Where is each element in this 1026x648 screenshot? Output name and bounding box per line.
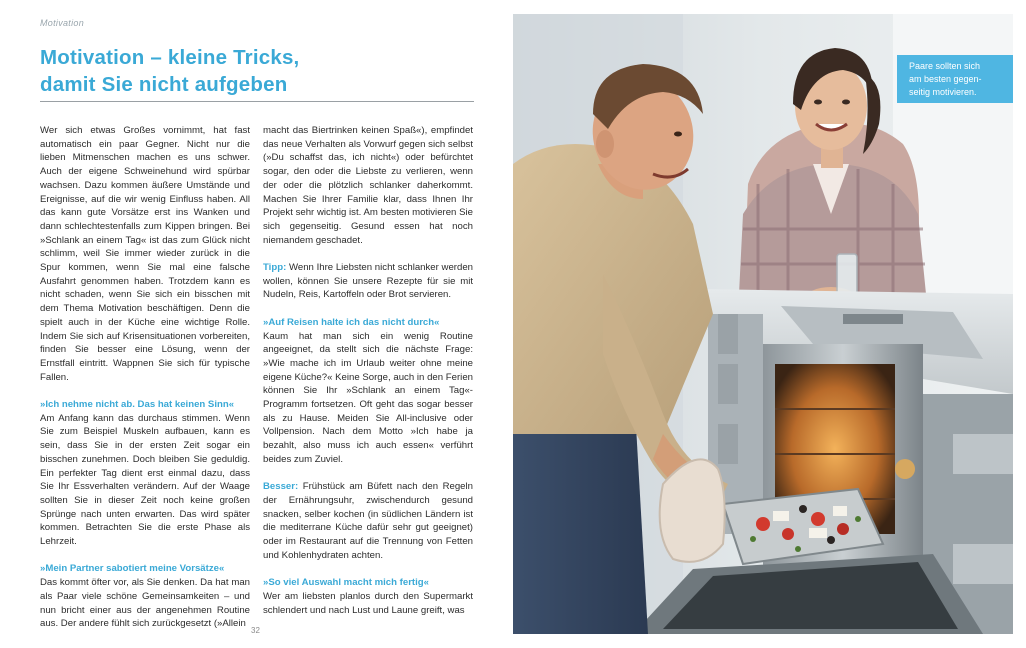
running-head: Motivation: [40, 18, 85, 28]
subheading: »Auf Reisen halte ich das nicht durch«: [263, 316, 440, 328]
caption-line-3: seitig motivieren.: [909, 87, 977, 97]
paragraph-continuation: macht das Biertrinken keinen Spaß«), empfindet das neue Verhalten als Vorwurf gegen sich selbst (»Du schaffst das, ich nicht«) oder befürchtet sogar, den oder die Liebste zu verlieren, wenn der oder die plötzlich schlanker daherkommt. Machen Sie Ihrer Familie klar, dass Ihnen Ihr Projekt sehr wichtig ist. Am besten motivieren Sie sich gegenseitig. Gesund essen hat noch niemandem geschadet.: [263, 125, 473, 246]
subheading: »Mein Partner sabotiert meine Vorsätze«: [40, 563, 225, 575]
caption-line-2: am besten gegen-: [909, 74, 982, 84]
tip-paragraph: [263, 261, 473, 302]
headline-line-2: damit Sie nicht aufgeben: [40, 73, 288, 96]
better-label: Besser:: [263, 481, 299, 493]
photo-caption: [897, 55, 1013, 103]
better-paragraph: [263, 480, 473, 562]
kitchen-photo: [513, 14, 1013, 634]
caption-line-1: Paare sollten sich: [909, 61, 981, 71]
paragraph: Wer am liebsten planlos durch den Supermarkt schlendert und nach Lust und Laune greift, was: [263, 590, 473, 616]
headline-line-1: Motivation – kleine Tricks,: [40, 46, 300, 69]
tip-label: Tipp:: [263, 262, 287, 274]
subheading: »So viel Auswahl macht mich fertig«: [263, 577, 429, 589]
left-page: [0, 0, 505, 648]
paragraph: Am Anfang kann das durchaus stimmen. Wenn Sie zum Beispiel Muskeln aufbauen, kann es sein, dass Sie in der ersten Zeit sogar ein bisschen zunehmen. Doch bleiben Sie geduldig. Ein perfekter Tag dient erst einmal dazu, dass Sie Ihr Essverhalten verändern. Auf der Waage sollten Sie in dieser Zeit noch keine großen Sprünge nach unten erwarten. Das wird später kommen. Betrachten Sie die erste Phase als Lehrzeit.: [40, 412, 250, 548]
paragraph: Das kommt öfter vor, als Sie denken. Da hat man als Paar viele schöne Gemeinsamkeiten – und nun bricht einer aus der angenehmen Routine aus. Der andere fühlt sich zurückgesetzt (»Allein: [40, 577, 250, 630]
kitchen-photo-illustration: [513, 14, 1013, 634]
section-so-viel-auswahl: [263, 576, 473, 617]
subheading: »Ich nehme nicht ab. Das hat keinen Sinn«: [40, 399, 235, 411]
page-headline: [40, 44, 480, 98]
headline-rule: [40, 101, 474, 102]
page-number: 32: [251, 626, 260, 635]
paragraph-intro: Wer sich etwas Großes vornimmt, hat fast automatisch ein paar Gegner. Nicht nur die lieben Mitmenschen machen es uns schwer. Auch der eigene Schweinehund wird spürbar wachsen. Dazu kommen äußere Umstände und Ereignisse, auf die wir wenig Einfluss haben. All das kann gute Vorsätze erst ins Wanken und dann schlechtestenfalls zum Kippen bringen. Bei »Schlank an einem Tag« ist das zum Glück nicht schlimm, weil Sie immer wieder zurück in die Spur kommen, wenn Sie mal eine falsche Ausfahrt genommen haben. Trotzdem kann es nicht schaden, wenn Sie sich ein bisschen mit dem Thema Motivation beschäftigen. Denn die spielt auch in der Küche eine wichtige Rolle. Indem Sie sich auf Krisensituationen vorbereiten, finden Sie besser eine Lösung, wenn der Ernstfall eintritt. Wappnen Sie sich für typische Fallen.: [40, 125, 250, 383]
section-auf-reisen: [263, 316, 473, 467]
better-text: Frühstück am Büfett nach den Regeln der Ernährungsuhr, zwischendurch gesund snacken, selber kochen (in südlichen Ländern ist die mediterrane Küche dafür sehr gut geeignet) oder im Restaurant auf die Trennung von Fetten und Kohlenhydraten achten.: [263, 481, 473, 561]
text-column-left: [40, 124, 250, 631]
text-column-right: [263, 124, 473, 617]
paragraph: Kaum hat man sich ein wenig Routine angeeignet, da stellt sich die nächste Frage: »Wie mache ich im Urlaub weiter ohne meine eigene Küche?« Keine Sorge, auch in den Ferien können Sie Ihr »Schlank an einem Tag«-Programm fortsetzen. Oft geht das sogar besser als zu Hause. Meiden Sie All-inclusive oder Vollpension. Nach dem Motto »Ich habe ja bezahlt, also muss ich auch essen« verführt beides zum Zuviel.: [263, 330, 473, 465]
tip-text: Wenn Ihre Liebsten nicht schlanker werden wollen, können Sie unsere Rezepte für sie mit Nudeln, Reis, Kartoffeln oder Brot servieren.: [263, 262, 474, 301]
section-partner-sabotiert: [40, 562, 250, 631]
section-ich-nehme-nicht-ab: [40, 398, 250, 549]
